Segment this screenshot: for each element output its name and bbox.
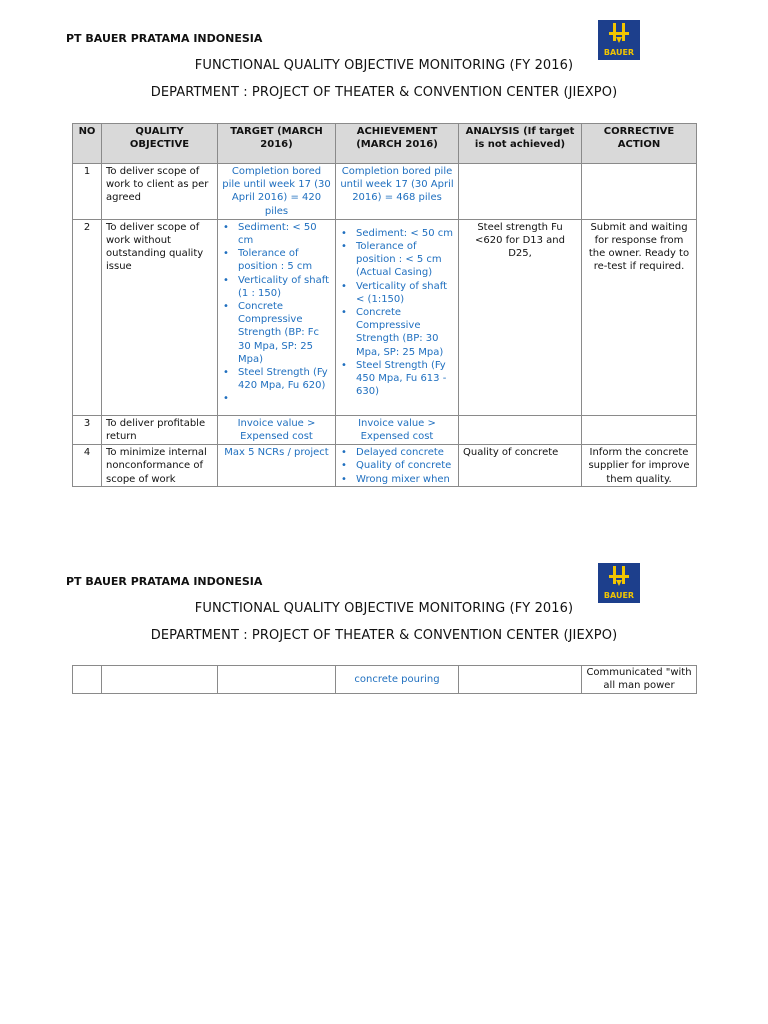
row-objective: To deliver scope of work to client as per agreed — [102, 164, 218, 220]
row-action-text: Inform the concrete supplier for improve them quality. — [588, 447, 690, 485]
list-item: • Steel Strength (Fy 450 Mpa, Fu 613 - 630) — [340, 359, 454, 399]
row-target-list — [218, 219, 336, 415]
row-achievement: concrete pouring — [336, 666, 459, 694]
list-item: • Concrete Compressive Strength (BP: Fc 30 Mpa, SP: 25 Mpa) — [222, 300, 331, 366]
header-action: CORRECTIVE ACTION — [582, 124, 697, 164]
row-analysis — [459, 415, 582, 444]
table-row — [73, 445, 697, 487]
row-target — [218, 666, 336, 694]
row-no: 1 — [73, 164, 102, 220]
header-objective: QUALITY OBJECTIVE — [102, 124, 218, 164]
logo-text: BAUER — [603, 591, 635, 600]
row-objective — [102, 445, 218, 487]
department-title: DEPARTMENT : PROJECT OF THEATER & CONVENTION CENTER (JIEXPO) — [150, 628, 618, 643]
row-no — [73, 666, 102, 694]
header-no: NO — [73, 124, 102, 164]
list-item: • Wrong mixer when — [340, 473, 454, 486]
header-analysis: ANALYSIS (If target is not achieved) — [459, 124, 582, 164]
list-item: • Concrete Compressive Strength (BP: 30 Mpa, SP: 25 Mpa) — [340, 306, 454, 359]
row-action — [582, 445, 697, 487]
bauer-logo-mark — [607, 565, 631, 587]
row-objective: To deliver profitable return — [102, 415, 218, 444]
row-objective-text: To minimize internal nonconformance of scope of work — [106, 447, 207, 485]
list-item: • Tolerance of position : 5 cm — [222, 247, 331, 273]
list-item: • Steel Strength (Fy 420 Mpa, Fu 620) — [222, 366, 331, 392]
row-achievement: Completion bored pile until week 17 (30 April 2016) = 468 piles — [336, 164, 459, 220]
list-item: • Quality of concrete — [340, 459, 454, 472]
row-no: 4 — [73, 445, 102, 487]
bauer-logo — [598, 563, 640, 603]
header-achievement: ACHIEVEMENT (MARCH 2016) — [336, 124, 459, 164]
row-objective — [102, 666, 218, 694]
table-row — [73, 164, 697, 220]
row-no: 2 — [73, 219, 102, 415]
continuation-table — [72, 665, 697, 694]
list-item: • Sediment: < 50 cm — [222, 221, 331, 247]
list-item: • Sediment: < 50 cm — [340, 227, 454, 240]
row-analysis: Steel strength Fu <620 for D13 and D25, — [459, 219, 582, 415]
logo-text: BAUER — [603, 48, 635, 57]
list-item: • Tolerance of position : < 5 cm (Actual Casing) — [340, 240, 454, 280]
row-achievement-list — [336, 219, 459, 415]
table-row — [73, 415, 697, 444]
row-target: Completion bored pile until week 17 (30 April 2016) = 420 piles — [218, 164, 336, 220]
department-title: DEPARTMENT : PROJECT OF THEATER & CONVENTION CENTER (JIEXPO) — [150, 85, 618, 100]
table-row — [73, 219, 697, 415]
row-analysis: Quality of concrete — [459, 445, 582, 487]
row-target: Max 5 NCRs / project — [218, 445, 336, 487]
document-title: FUNCTIONAL QUALITY OBJECTIVE MONITORING (FY 2016) — [194, 58, 574, 73]
row-analysis — [459, 666, 582, 694]
bauer-logo — [598, 20, 640, 60]
bauer-logo-mark — [607, 22, 631, 44]
row-target: Invoice value > Expensed cost — [218, 415, 336, 444]
list-item: • Delayed concrete — [340, 446, 454, 459]
document-title: FUNCTIONAL QUALITY OBJECTIVE MONITORING (FY 2016) — [194, 601, 574, 616]
row-action — [582, 164, 697, 220]
quality-objective-table — [72, 123, 697, 487]
table-row — [73, 666, 697, 694]
company-name: PT BAUER PRATAMA INDONESIA — [66, 575, 263, 588]
row-analysis — [459, 164, 582, 220]
row-achievement-list — [336, 445, 459, 487]
list-item: • Verticality of shaft < (1:150) — [340, 280, 454, 306]
row-action — [582, 415, 697, 444]
company-name: PT BAUER PRATAMA INDONESIA — [66, 32, 263, 45]
list-item: • Verticality of shaft (1 : 150) — [222, 274, 331, 300]
row-action: Communicated "with all man power — [582, 666, 697, 694]
header-target: TARGET (MARCH 2016) — [218, 124, 336, 164]
row-achievement: Invoice value > Expensed cost — [336, 415, 459, 444]
row-objective: To deliver scope of work without outstanding quality issue — [102, 219, 218, 415]
row-action: Submit and waiting for response from the owner. Ready to re-test if required. — [582, 219, 697, 415]
row-no: 3 — [73, 415, 102, 444]
